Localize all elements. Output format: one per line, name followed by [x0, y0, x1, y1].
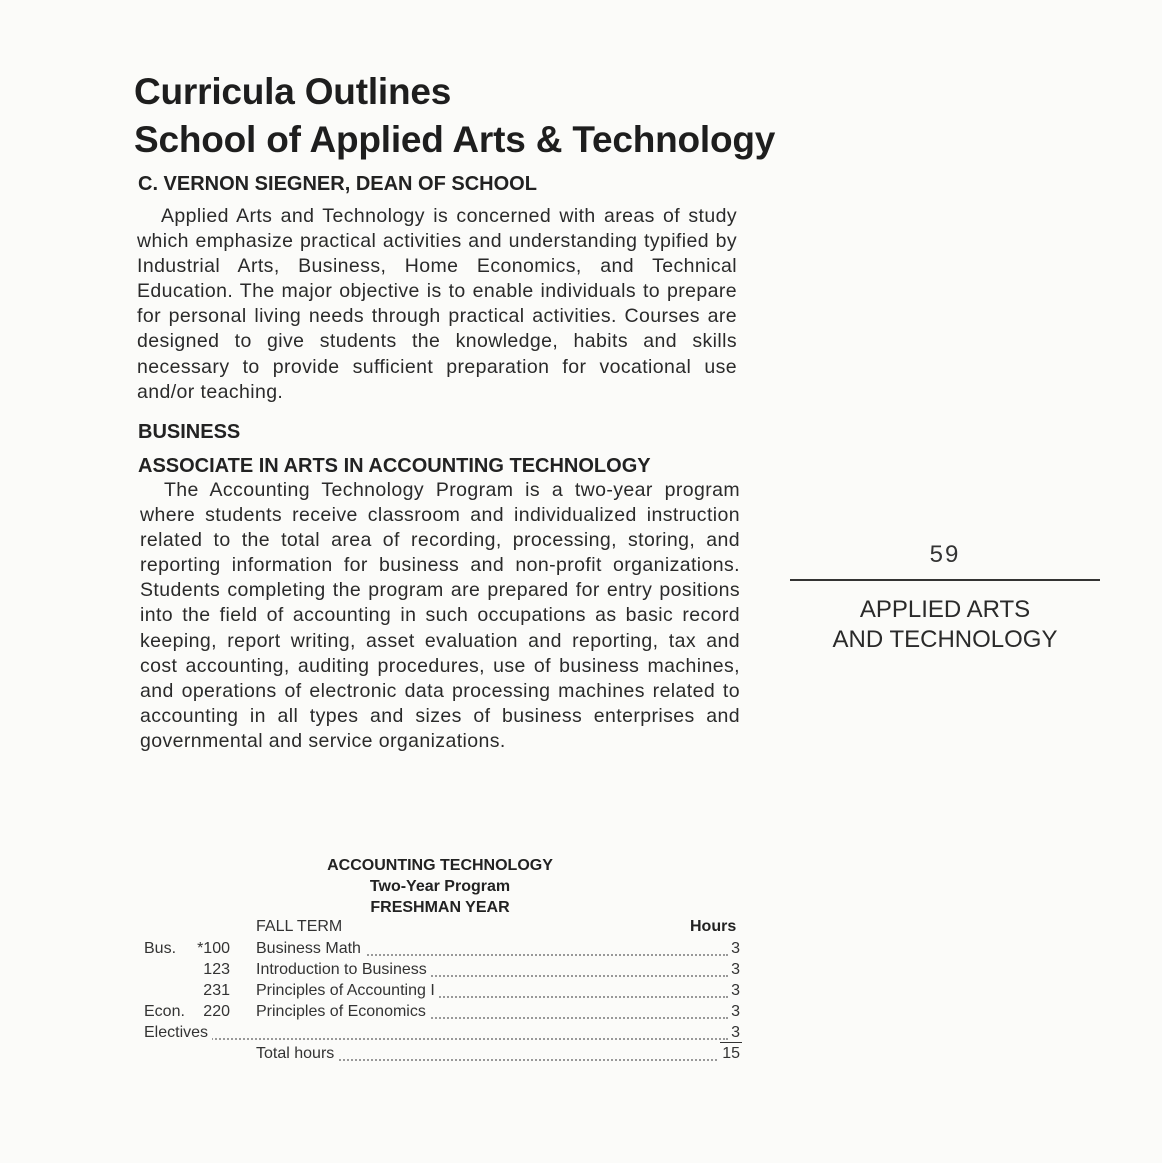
- course-hours: 3: [728, 1024, 740, 1042]
- course-number: *100: [197, 940, 230, 957]
- course-row: [144, 940, 740, 961]
- course-row: [144, 982, 740, 1003]
- sidebar-title-line-1: APPLIED ARTS: [859, 596, 1031, 623]
- course-title: Business Math: [256, 940, 365, 958]
- dean-line: C. VERNON SIEGNER, DEAN OF SCHOOL: [138, 173, 537, 195]
- term-label: FALL TERM: [256, 918, 343, 935]
- table-title: ACCOUNTING TECHNOLOGY: [327, 857, 553, 874]
- dot-leader: [144, 1038, 728, 1040]
- heading-line-1: Curricula Outlines: [134, 71, 452, 112]
- section-heading-business: BUSINESS: [138, 421, 241, 443]
- course-hours: 3: [728, 961, 740, 979]
- total-rule: [720, 1042, 742, 1043]
- total-label: Total hours: [256, 1045, 338, 1063]
- course-title: Principles of Economics: [256, 1003, 430, 1021]
- course-row: [144, 1024, 740, 1045]
- course-title: Introduction to Business: [256, 961, 431, 979]
- course-number: 231: [203, 982, 230, 999]
- course-title: Electives: [144, 1024, 212, 1042]
- course-row: [144, 961, 740, 982]
- course-row: [144, 1003, 740, 1024]
- page-number: 59: [929, 541, 961, 568]
- course-number: 220: [203, 1003, 230, 1020]
- subsection-heading-associate: ASSOCIATE IN ARTS IN ACCOUNTING TECHNOLOGY: [138, 455, 651, 477]
- program-paragraph: The Accounting Technology Program is a two-year program where students receive classroom and individualized instruction related to the total area of recording, processing, storing, and reporting information for business and non-profit organizations. Students completing the program are prepared for entry positions into the field of accounting in such occupations as basic record keeping, report writing, asset evaluation and reporting, tax and cost accounting, auditing procedures, use of business machines, and operations of electronic data processing machines related to accounting in all types and sizes of business enterprises and governmental and service organizations.: [140, 479, 740, 752]
- course-title: Principles of Accounting I: [256, 982, 439, 1000]
- sidebar-title: [790, 595, 1100, 655]
- sidebar: [790, 540, 1100, 655]
- course-hours: 3: [728, 940, 740, 958]
- table-subtitle: Two-Year Program: [369, 878, 511, 895]
- total-row: [144, 1045, 740, 1066]
- course-number: 123: [203, 961, 230, 978]
- course-dept: Bus.: [144, 940, 177, 957]
- course-hours: 3: [728, 1003, 740, 1021]
- intro-paragraph: Applied Arts and Technology is concerned with areas of study which emphasize practical activities and understanding typified by Industrial Arts, Business, Home Economics, and Technical Education. The major objective is to enable individuals to prepare for personal living needs through practical activities. Courses are designed to give students the knowledge, habits and skills necessary to provide sufficient preparation for vocational use and/or teaching.: [137, 205, 737, 403]
- course-dept: Econ.: [144, 1003, 185, 1020]
- table-year: FRESHMAN YEAR: [370, 899, 510, 916]
- heading-line-2: School of Applied Arts & Technology: [134, 119, 776, 160]
- total-hours: 15: [719, 1045, 740, 1063]
- course-hours: 3: [728, 982, 740, 1000]
- hours-header: Hours: [690, 918, 737, 935]
- sidebar-rule: [790, 579, 1100, 581]
- page-heading: [134, 68, 775, 164]
- sidebar-title-line-2: AND TECHNOLOGY: [832, 626, 1058, 653]
